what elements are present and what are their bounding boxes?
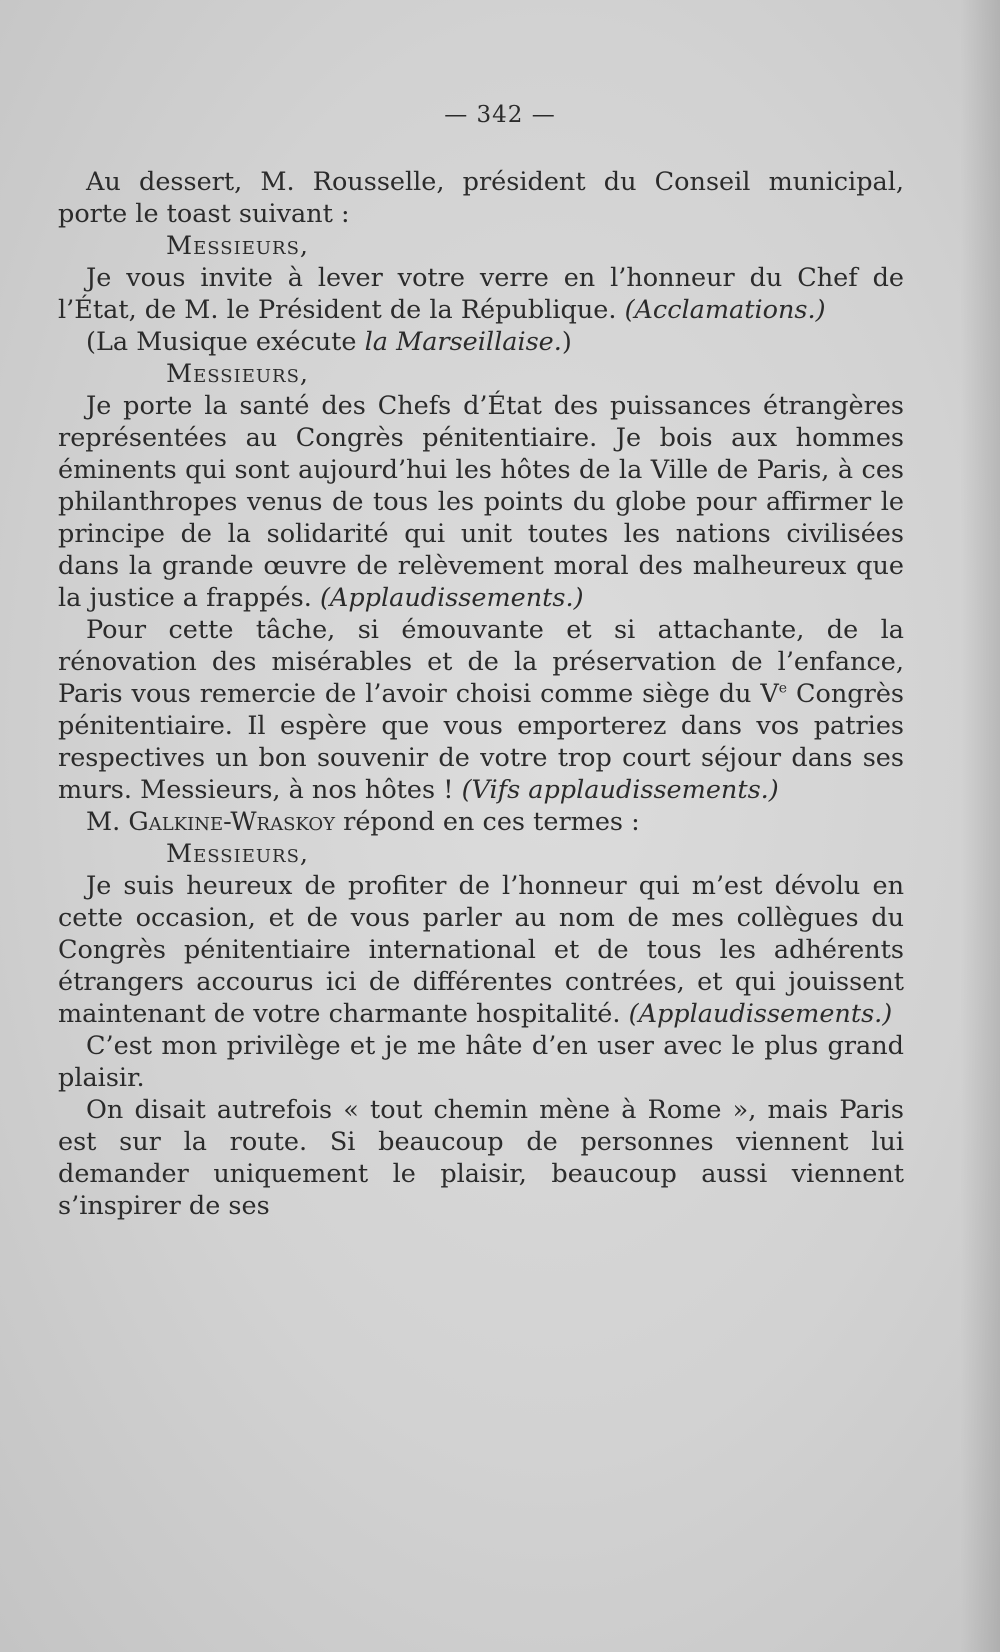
applause-note-3: (Applaudissements.) — [628, 999, 893, 1029]
paragraph-toast-president — [58, 262, 904, 326]
paragraph-intro: Au dessert, M. Rousselle, président du Conseil municipal, porte le toast suivant : — [58, 167, 904, 229]
marseillaise-title: la Marseillaise. — [364, 327, 562, 357]
music-note-close: ) — [561, 327, 572, 357]
speaker-prefix: M. — [86, 807, 121, 837]
speaker-name: Galkine-Wraskoy — [128, 807, 336, 837]
acclamations-note: (Acclamations.) — [624, 295, 826, 325]
paragraph-rome: On disait autrefois « tout chemin mène à Rome », mais Paris est sur la route. Si beaucoup de personnes viennent lui demander uniquement le plaisir, beaucoup aussi viennent s’inspirer de ses — [58, 1095, 904, 1221]
page-edge-shadow — [960, 0, 1000, 1652]
paragraph-music-note — [58, 326, 904, 358]
salutation-1: Messieurs, — [166, 231, 310, 261]
salutation-2: Messieurs, — [166, 359, 310, 389]
paragraph-speaker-intro — [58, 806, 904, 838]
toast-president-text: Je vous invite à lever votre verre en l’honneur du Chef de l’État, de M. le Président de la République. — [58, 263, 904, 325]
paragraph-renovation — [58, 614, 904, 806]
paragraph-reply — [58, 870, 904, 1030]
applause-note-1: (Applaudissements.) — [319, 583, 584, 613]
paragraph-privilege: C’est mon privilège et je me hâte d’en user avec le plus grand plaisir. — [58, 1031, 904, 1093]
ordinal-superscript: e — [778, 680, 788, 697]
toast-heads-text: Je porte la santé des Chefs d’État des puissances étrangères représentées au Congrès pénitentiaire. Je bois aux hommes éminents qui sont aujourd’hui les hôtes de la Ville de Paris, à ces philanthropes venus de tous les points du globe pour affirmer le principe de la solidarité qui unit toutes les nations civilisées dans la grande œuvre de relèvement moral des malheureux que la justice a frappés. — [58, 391, 904, 613]
renovation-text-a: Pour cette tâche, si émouvante et si attachante, de la rénovation des misérables et de la préservation de l’enfance, Paris vous remercie de l’avoir choisi comme siège du V — [58, 615, 904, 709]
renovation-text-b: Congrès pénitentiaire. Il espère que vous emporterez dans vos patries respectives un bon souvenir de votre trop court séjour dans ses murs. Messieurs, à nos hôtes ! — [58, 679, 904, 805]
music-note-open: (La Musique exécute — [86, 327, 357, 357]
page-number: — 342 — — [444, 102, 556, 128]
salutation-3: Messieurs, — [166, 839, 310, 869]
speaker-suffix: répond en ces termes : — [343, 807, 640, 837]
reply-text: Je suis heureux de profiter de l’honneur qui m’est dévolu en cette occasion, et de vous parler au nom de mes collègues du Congrès pénitentiaire international et de tous les adhérents étrangers accourus ici de différentes contrées, et qui jouissent maintenant de votre charmante hospitalité. — [58, 871, 904, 1029]
page-body — [58, 166, 904, 1222]
paragraph-toast-heads-of-state — [58, 390, 904, 614]
applause-note-2: (Vifs applaudissements.) — [461, 775, 779, 805]
